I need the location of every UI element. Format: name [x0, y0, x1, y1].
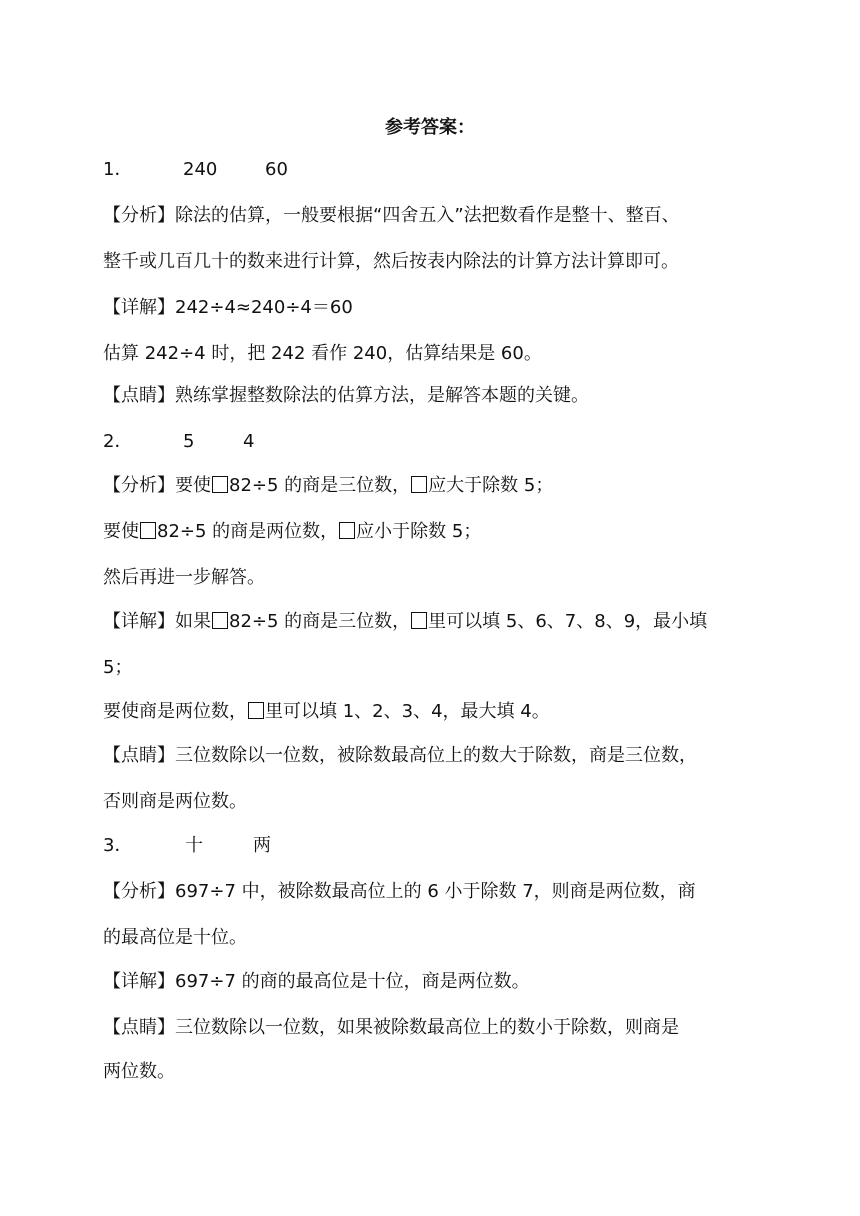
q2-analysis-line-1 — [103, 474, 553, 498]
q2-analysis-2-post: 应小于除数 5； — [356, 521, 482, 542]
q2-detail-3-post: 里可以填 1、2、3、4，最大填 4。 — [265, 701, 550, 722]
q2-answer-line — [103, 430, 254, 454]
q3-point-line-2: 两位数。 — [103, 1061, 175, 1082]
q3-number: 3． — [103, 835, 133, 856]
q2-analysis-2-mid: 82÷5 的商是两位数， — [157, 521, 339, 542]
q2-analysis-1-pre: 【分析】要使 — [103, 475, 211, 496]
q1-answer-2: 60 — [265, 159, 288, 180]
q3-answer-2: 两 — [253, 835, 271, 856]
q2-detail-1-post: 里可以填 5、6、7、8、9，最小填 — [428, 611, 708, 632]
q1-point-line-1: 【点睛】熟练掌握整数除法的估算方法，是解答本题的关键。 — [103, 385, 589, 406]
q3-detail-line-1: 【详解】697÷7 的商的最高位是十位，商是两位数。 — [103, 971, 530, 992]
q2-detail-line-2: 5； — [103, 657, 133, 678]
q2-detail-1-mid: 82÷5 的商是三位数， — [229, 611, 411, 632]
q1-answer-line — [103, 158, 288, 182]
q3-point-line-1: 【点睛】三位数除以一位数，如果被除数最高位上的数小于除数，则商是 — [103, 1017, 679, 1038]
q2-point-line-2: 否则商是两位数。 — [103, 791, 247, 812]
q1-analysis-line-2: 整千或几百几十的数来进行计算，然后按表内除法的计算方法计算即可。 — [103, 251, 679, 272]
q2-point-line-1: 【点睛】三位数除以一位数，被除数最高位上的数大于除数，商是三位数， — [103, 745, 697, 766]
q3-answer-line — [103, 834, 271, 858]
blank-box-icon — [212, 612, 228, 629]
blank-box-icon — [411, 612, 427, 629]
q2-answer-1: 5 — [183, 431, 195, 452]
q2-detail-1-pre: 【详解】如果 — [103, 611, 211, 632]
q1-number: 1． — [103, 159, 133, 180]
blank-box-icon — [140, 522, 156, 539]
q3-analysis-line-2: 的最高位是十位。 — [103, 927, 247, 948]
q1-analysis-line-1: 【分析】除法的估算，一般要根据“四舍五入”法把数看作是整十、整百、 — [103, 205, 680, 226]
q3-answer-1: 十 — [185, 835, 203, 856]
q2-analysis-line-2 — [103, 520, 481, 544]
q2-answer-2: 4 — [243, 431, 255, 452]
q2-analysis-1-mid: 82÷5 的商是三位数， — [229, 475, 411, 496]
blank-box-icon — [248, 702, 264, 719]
q2-number: 2． — [103, 431, 133, 452]
blank-box-icon — [212, 476, 228, 493]
q3-analysis-line-1: 【分析】697÷7 中，被除数最高位上的 6 小于除数 7，则商是两位数，商 — [103, 881, 696, 902]
q1-detail-line-1: 【详解】242÷4≈240÷4＝60 — [103, 297, 353, 318]
blank-box-icon — [339, 522, 355, 539]
q2-detail-line-3 — [103, 700, 550, 724]
q2-detail-3-pre: 要使商是两位数， — [103, 701, 247, 722]
q1-answer-1: 240 — [183, 159, 218, 180]
q2-analysis-line-3: 然后再进一步解答。 — [103, 567, 265, 588]
q2-analysis-1-post: 应大于除数 5； — [428, 475, 554, 496]
q2-analysis-2-pre: 要使 — [103, 521, 139, 542]
page-title: 参考答案： — [385, 117, 475, 138]
blank-box-icon — [411, 476, 427, 493]
q2-detail-line-1 — [103, 610, 707, 634]
q1-detail-line-2: 估算 242÷4 时，把 242 看作 240，估算结果是 60。 — [103, 343, 542, 364]
